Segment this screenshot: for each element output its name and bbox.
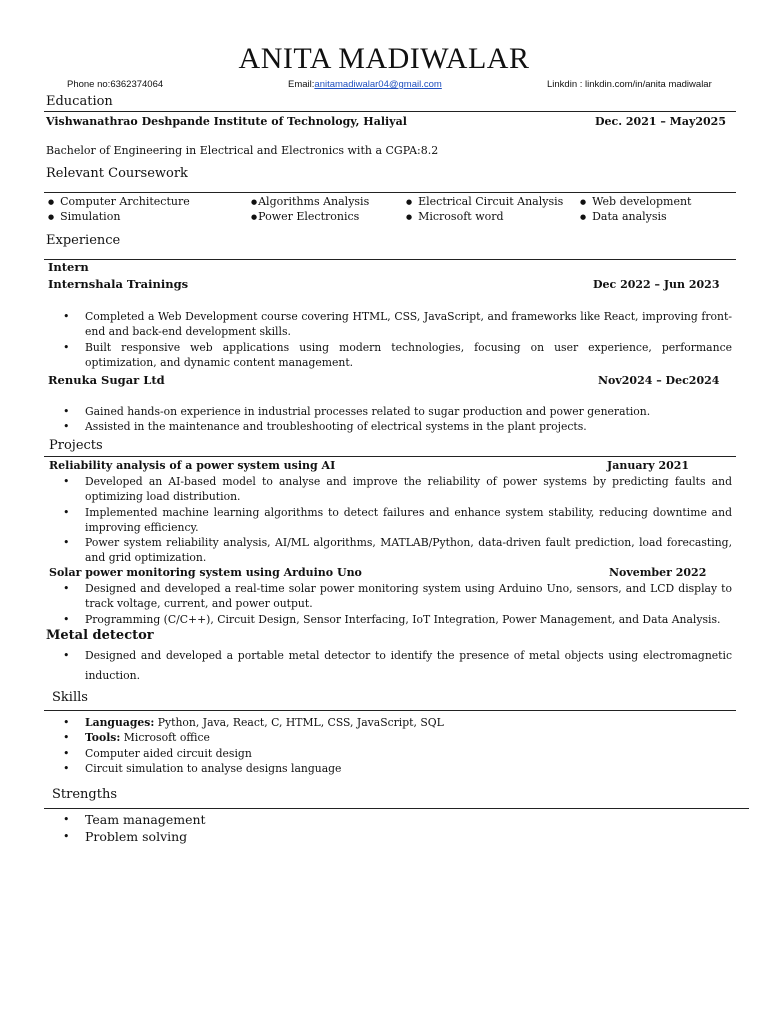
metal-detector-title: Metal detector: [46, 628, 154, 643]
project-bullets: [63, 581, 732, 627]
coursework-item: ● Data analysis: [580, 210, 667, 223]
list-item: • Designed and developed a real-time solar power monitoring system using Arduino Uno, sensors, and LCD display to track voltage, current, and power output.: [63, 582, 732, 611]
strengths-divider: [44, 808, 749, 809]
list-item: • Languages: Python, Java, React, C, HTML, CSS, JavaScript, SQL: [63, 716, 444, 729]
candidate-name: ANITA MADIWALAR: [238, 42, 530, 75]
list-item: • Circuit simulation to analyse designs language: [63, 761, 342, 775]
skills-divider: [44, 710, 736, 711]
education-dates: Dec. 2021 – May2025: [595, 115, 726, 128]
list-item: • Implemented machine learning algorithms to detect failures and enhance system stability, reducing downtime and improving efficiency.: [63, 505, 732, 534]
strengths-list: [63, 811, 732, 845]
project-bullets: [63, 474, 732, 566]
job-bullets: [63, 404, 732, 435]
list-item: • Computer aided circuit design: [63, 746, 252, 760]
phone-number: Phone no:6362374064: [67, 79, 164, 90]
experience-heading: Experience: [46, 233, 121, 248]
list-item: • Problem solving: [63, 829, 188, 844]
education-institution: Vishwanathrao Deshpande Institute of Technology, Haliyal: [46, 115, 407, 128]
education-degree: Bachelor of Engineering in Electrical and Electronics with a CGPA:8.2: [46, 144, 439, 157]
coursework-item: ●Power Electronics: [251, 210, 360, 223]
metal-detector-bullets: [63, 646, 732, 686]
education-divider: [44, 111, 736, 112]
strengths-heading: Strengths: [52, 787, 117, 802]
education-heading: Education: [46, 94, 113, 109]
project-title: Solar power monitoring system using Arduino Uno: [49, 566, 362, 579]
coursework-item: ● Electrical Circuit Analysis: [406, 195, 564, 208]
coursework-item: ● Web development: [580, 195, 692, 208]
coursework-heading: Relevant Coursework: [46, 166, 188, 181]
coursework-item: ● Microsoft word: [406, 210, 504, 223]
job-company: Renuka Sugar Ltd: [48, 373, 165, 387]
job-dates: Dec 2022 – Jun 2023: [593, 278, 720, 291]
job-dates: Nov2024 – Dec2024: [598, 374, 720, 387]
project-title: Reliability analysis of a power system using AI: [49, 459, 336, 472]
projects-divider: [44, 456, 736, 457]
linkedin-text: Linkdin : linkdin.com/in/anita madiwalar: [547, 79, 712, 90]
email-link[interactable]: anitamadiwalar04@gmail.com: [314, 79, 442, 90]
experience-role: Intern: [48, 260, 89, 274]
email-line: [288, 79, 442, 90]
coursework-item: ● Computer Architecture: [48, 195, 190, 208]
job-bullets: [63, 309, 732, 370]
skills-list: [63, 715, 732, 776]
list-item: • Gained hands-on experience in industrial processes related to sugar production and power generation.: [63, 405, 651, 418]
email-label: Email:: [288, 79, 315, 90]
list-item: • Programming (C/C++), Circuit Design, Sensor Interfacing, IoT Integration, Power Management, and Data Analysis.: [63, 612, 721, 626]
list-item: • Assisted in the maintenance and troubleshooting of electrical systems in the plant projects.: [63, 420, 587, 434]
list-item: • Power system reliability analysis, AI/ML algorithms, MATLAB/Python, data-driven fault prediction, load forecasting, and grid optimization.: [63, 536, 732, 565]
coursework-item: ●Algorithms Analysis: [251, 195, 370, 208]
skills-heading: Skills: [52, 690, 88, 705]
coursework-item: ● Simulation: [48, 210, 121, 223]
projects-heading: Projects: [49, 438, 103, 453]
list-item: • Designed and developed a portable metal detector to identify the presence of metal objects using electromagnetic induction.: [63, 649, 732, 682]
list-item: • Tools: Microsoft office: [63, 731, 210, 745]
list-item: • Team management: [63, 812, 206, 827]
project-date: November 2022: [609, 566, 707, 579]
experience-divider: [44, 259, 736, 260]
list-item: • Built responsive web applications using modern technologies, focusing on user experience, performance optimization, and dynamic content management.: [63, 340, 732, 369]
project-date: January 2021: [607, 459, 690, 472]
list-item: • Completed a Web Development course covering HTML, CSS, JavaScript, and frameworks like React, improving front-end and back-end development skills.: [63, 310, 732, 339]
job-company: Internshala Trainings: [48, 277, 189, 291]
list-item: • Developed an AI-based model to analyse and improve the reliability of power systems by predicting faults and optimizing load distribution.: [63, 475, 732, 504]
coursework-divider: [44, 192, 736, 193]
